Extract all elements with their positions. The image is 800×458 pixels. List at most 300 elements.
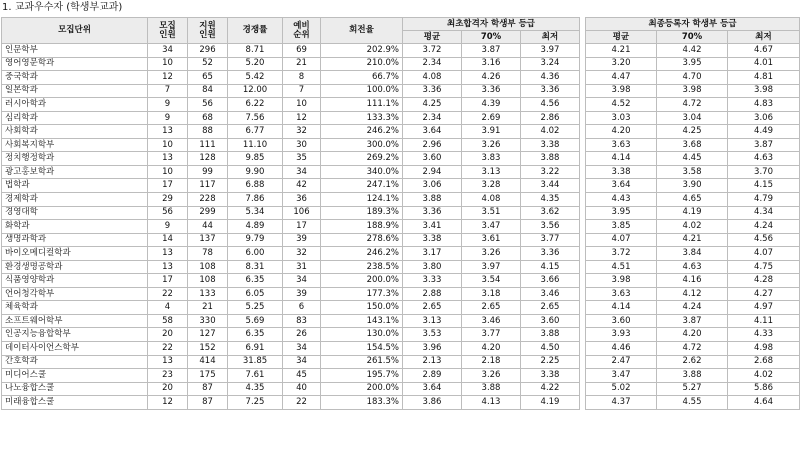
competition-cell: 6.00: [228, 247, 283, 261]
applicants-cell: 87: [188, 382, 228, 396]
table-row: [2, 71, 800, 85]
dept-cell: 바이오메디컬학과: [2, 247, 148, 261]
first-low-cell: 2.65: [521, 301, 580, 315]
waitlist-cell: 12: [283, 111, 321, 125]
first-70-cell: 3.46: [462, 314, 521, 328]
final-low-cell: 3.98: [728, 84, 800, 98]
fill-rate-cell: 261.5%: [321, 355, 403, 369]
final-low-cell: 3.87: [728, 138, 800, 152]
dept-cell: 나노융합스쿨: [2, 382, 148, 396]
first-avg-cell: 3.88: [403, 193, 462, 207]
waitlist-cell: 7: [283, 84, 321, 98]
first-low-cell: 2.86: [521, 111, 580, 125]
final-low-cell: 4.67: [728, 44, 800, 58]
table-row: [2, 111, 800, 125]
final-avg-cell: 3.47: [586, 369, 657, 383]
quota-cell: 13: [148, 152, 188, 166]
final-low-cell: 4.79: [728, 193, 800, 207]
dept-cell: 언어청각학부: [2, 287, 148, 301]
first-low-cell: 3.38: [521, 369, 580, 383]
waitlist-cell: 42: [283, 179, 321, 193]
first-70-cell: 4.20: [462, 342, 521, 356]
table-row: [2, 193, 800, 207]
first-70-cell: 3.13: [462, 165, 521, 179]
header-first-avg: 평균: [403, 31, 462, 44]
applicants-cell: 299: [188, 206, 228, 220]
waitlist-cell: 6: [283, 301, 321, 315]
first-low-cell: 3.38: [521, 138, 580, 152]
table-row: [2, 125, 800, 139]
first-avg-cell: 3.41: [403, 220, 462, 234]
dept-cell: 경영대학: [2, 206, 148, 220]
first-70-cell: 4.13: [462, 396, 521, 410]
fill-rate-cell: 269.2%: [321, 152, 403, 166]
competition-cell: 5.69: [228, 314, 283, 328]
fill-rate-cell: 202.9%: [321, 44, 403, 58]
first-low-cell: 3.46: [521, 287, 580, 301]
waitlist-cell: 34: [283, 355, 321, 369]
final-low-cell: 4.81: [728, 71, 800, 85]
header-final-70: 70%: [657, 31, 728, 44]
quota-cell: 13: [148, 125, 188, 139]
competition-cell: 5.20: [228, 57, 283, 71]
dept-cell: 심리학과: [2, 111, 148, 125]
final-70-cell: 5.27: [657, 382, 728, 396]
dept-cell: 생명과학과: [2, 233, 148, 247]
fill-rate-cell: 340.0%: [321, 165, 403, 179]
quota-cell: 13: [148, 355, 188, 369]
final-low-cell: 4.63: [728, 152, 800, 166]
first-low-cell: 4.02: [521, 125, 580, 139]
first-low-cell: 3.60: [521, 314, 580, 328]
applicants-cell: 127: [188, 328, 228, 342]
quota-cell: 9: [148, 220, 188, 234]
applicants-cell: 175: [188, 369, 228, 383]
competition-cell: 5.34: [228, 206, 283, 220]
final-low-cell: 4.64: [728, 396, 800, 410]
competition-cell: 5.42: [228, 71, 283, 85]
competition-cell: 6.35: [228, 274, 283, 288]
final-avg-cell: 4.43: [586, 193, 657, 207]
dept-cell: 소프트웨어학부: [2, 314, 148, 328]
header-first-low: 최저: [521, 31, 580, 44]
competition-cell: 6.35: [228, 328, 283, 342]
first-avg-cell: 4.25: [403, 98, 462, 112]
table-row: [2, 152, 800, 166]
quota-cell: 20: [148, 328, 188, 342]
final-70-cell: 4.45: [657, 152, 728, 166]
header-applicants-line1: 지원: [199, 20, 216, 31]
waitlist-cell: 17: [283, 220, 321, 234]
first-avg-cell: 3.38: [403, 233, 462, 247]
waitlist-cell: 31: [283, 260, 321, 274]
fill-rate-cell: 210.0%: [321, 57, 403, 71]
waitlist-cell: 32: [283, 125, 321, 139]
first-avg-cell: 2.34: [403, 57, 462, 71]
fill-rate-cell: 238.5%: [321, 260, 403, 274]
first-avg-cell: 3.13: [403, 314, 462, 328]
first-low-cell: 4.56: [521, 98, 580, 112]
waitlist-cell: 45: [283, 369, 321, 383]
first-low-cell: 4.22: [521, 382, 580, 396]
applicants-cell: 152: [188, 342, 228, 356]
first-avg-cell: 2.88: [403, 287, 462, 301]
first-avg-cell: 2.65: [403, 301, 462, 315]
final-avg-cell: 3.93: [586, 328, 657, 342]
final-low-cell: 4.97: [728, 301, 800, 315]
fill-rate-cell: 124.1%: [321, 193, 403, 207]
competition-cell: 7.86: [228, 193, 283, 207]
waitlist-cell: 39: [283, 233, 321, 247]
fill-rate-cell: 150.0%: [321, 301, 403, 315]
dept-cell: 영어영문학과: [2, 57, 148, 71]
first-70-cell: 3.26: [462, 247, 521, 261]
first-70-cell: 3.18: [462, 287, 521, 301]
header-quota-line1: 모집: [159, 20, 176, 31]
quota-cell: 13: [148, 247, 188, 261]
final-avg-cell: 3.63: [586, 138, 657, 152]
first-70-cell: 3.28: [462, 179, 521, 193]
dept-cell: 데이터사이언스학부: [2, 342, 148, 356]
final-low-cell: 4.27: [728, 287, 800, 301]
first-low-cell: 4.19: [521, 396, 580, 410]
table-row: [2, 179, 800, 193]
dept-cell: 인공지능융합학부: [2, 328, 148, 342]
final-avg-cell: 4.37: [586, 396, 657, 410]
first-avg-cell: 3.60: [403, 152, 462, 166]
dept-cell: 간호학과: [2, 355, 148, 369]
final-low-cell: 4.75: [728, 260, 800, 274]
final-low-cell: 4.24: [728, 220, 800, 234]
first-avg-cell: 3.64: [403, 125, 462, 139]
final-low-cell: 4.34: [728, 206, 800, 220]
header-applicants-line2: 인원: [199, 29, 216, 40]
final-70-cell: 3.88: [657, 369, 728, 383]
competition-cell: 7.25: [228, 396, 283, 410]
waitlist-cell: 21: [283, 57, 321, 71]
applicants-cell: 414: [188, 355, 228, 369]
first-70-cell: 3.26: [462, 369, 521, 383]
fill-rate-cell: 133.3%: [321, 111, 403, 125]
final-70-cell: 3.90: [657, 179, 728, 193]
applicants-cell: 78: [188, 247, 228, 261]
first-avg-cell: 3.53: [403, 328, 462, 342]
final-70-cell: 3.58: [657, 165, 728, 179]
competition-cell: 7.61: [228, 369, 283, 383]
applicants-cell: 84: [188, 84, 228, 98]
quota-cell: 20: [148, 382, 188, 396]
final-70-cell: 4.63: [657, 260, 728, 274]
final-low-cell: 4.15: [728, 179, 800, 193]
competition-cell: 9.90: [228, 165, 283, 179]
quota-cell: 17: [148, 274, 188, 288]
first-70-cell: 4.39: [462, 98, 521, 112]
first-avg-cell: 3.17: [403, 247, 462, 261]
final-low-cell: 4.98: [728, 342, 800, 356]
competition-cell: 11.10: [228, 138, 283, 152]
dept-cell: 식품영양학과: [2, 274, 148, 288]
fill-rate-cell: 246.2%: [321, 125, 403, 139]
table-row: [2, 165, 800, 179]
fill-rate-cell: 278.6%: [321, 233, 403, 247]
quota-cell: 23: [148, 369, 188, 383]
final-70-cell: 2.62: [657, 355, 728, 369]
quota-cell: 29: [148, 193, 188, 207]
final-avg-cell: 5.02: [586, 382, 657, 396]
first-avg-cell: 2.13: [403, 355, 462, 369]
table-body: [2, 44, 800, 410]
first-low-cell: 3.36: [521, 84, 580, 98]
first-70-cell: 3.61: [462, 233, 521, 247]
first-avg-cell: 3.96: [403, 342, 462, 356]
competition-cell: 6.22: [228, 98, 283, 112]
competition-cell: 6.77: [228, 125, 283, 139]
header-final-avg: 평균: [586, 31, 657, 44]
final-70-cell: 4.72: [657, 342, 728, 356]
quota-cell: 9: [148, 98, 188, 112]
dept-cell: 사회복지학부: [2, 138, 148, 152]
first-avg-cell: 3.06: [403, 179, 462, 193]
first-low-cell: 4.35: [521, 193, 580, 207]
final-avg-cell: 4.51: [586, 260, 657, 274]
first-low-cell: 3.97: [521, 44, 580, 58]
dept-cell: 중국학과: [2, 71, 148, 85]
table-row: [2, 396, 800, 410]
first-low-cell: 4.50: [521, 342, 580, 356]
applicants-cell: 108: [188, 274, 228, 288]
quota-cell: 13: [148, 260, 188, 274]
final-low-cell: 4.56: [728, 233, 800, 247]
competition-cell: 9.79: [228, 233, 283, 247]
header-dept: 모집단위: [2, 18, 148, 44]
final-70-cell: 4.02: [657, 220, 728, 234]
first-avg-cell: 3.36: [403, 206, 462, 220]
final-70-cell: 3.87: [657, 314, 728, 328]
table-row: [2, 314, 800, 328]
first-70-cell: 2.18: [462, 355, 521, 369]
first-avg-cell: 2.89: [403, 369, 462, 383]
fill-rate-cell: 195.7%: [321, 369, 403, 383]
first-low-cell: 3.88: [521, 152, 580, 166]
final-avg-cell: 2.47: [586, 355, 657, 369]
first-70-cell: 3.16: [462, 57, 521, 71]
first-70-cell: 3.91: [462, 125, 521, 139]
fill-rate-cell: 200.0%: [321, 274, 403, 288]
final-avg-cell: 4.14: [586, 152, 657, 166]
header-applicants: [188, 18, 228, 44]
first-low-cell: 3.66: [521, 274, 580, 288]
waitlist-cell: 10: [283, 98, 321, 112]
final-70-cell: 4.16: [657, 274, 728, 288]
dept-cell: 미래융합스쿨: [2, 396, 148, 410]
competition-cell: 6.91: [228, 342, 283, 356]
table-row: [2, 369, 800, 383]
table-row: [2, 274, 800, 288]
dept-cell: 광고홍보학과: [2, 165, 148, 179]
first-70-cell: 3.54: [462, 274, 521, 288]
first-avg-cell: 2.34: [403, 111, 462, 125]
first-avg-cell: 2.94: [403, 165, 462, 179]
final-low-cell: 2.68: [728, 355, 800, 369]
table-row: [2, 206, 800, 220]
header-quota: [148, 18, 188, 44]
final-avg-cell: 4.52: [586, 98, 657, 112]
first-low-cell: 2.25: [521, 355, 580, 369]
final-avg-cell: 3.64: [586, 179, 657, 193]
table-row: [2, 287, 800, 301]
quota-cell: 10: [148, 57, 188, 71]
applicants-cell: 68: [188, 111, 228, 125]
fill-rate-cell: 189.3%: [321, 206, 403, 220]
table-row: [2, 301, 800, 315]
quota-cell: 22: [148, 287, 188, 301]
applicants-cell: 133: [188, 287, 228, 301]
final-avg-cell: 4.21: [586, 44, 657, 58]
first-avg-cell: 2.96: [403, 138, 462, 152]
first-avg-cell: 3.72: [403, 44, 462, 58]
final-70-cell: 3.04: [657, 111, 728, 125]
first-70-cell: 2.65: [462, 301, 521, 315]
first-low-cell: 3.62: [521, 206, 580, 220]
applicants-cell: 21: [188, 301, 228, 315]
applicants-cell: 228: [188, 193, 228, 207]
first-70-cell: 3.47: [462, 220, 521, 234]
final-avg-cell: 4.07: [586, 233, 657, 247]
applicants-cell: 65: [188, 71, 228, 85]
applicants-cell: 117: [188, 179, 228, 193]
first-70-cell: 3.88: [462, 382, 521, 396]
quota-cell: 10: [148, 138, 188, 152]
final-low-cell: 4.33: [728, 328, 800, 342]
dept-cell: 사회학과: [2, 125, 148, 139]
dept-cell: 경제학과: [2, 193, 148, 207]
final-avg-cell: 3.72: [586, 247, 657, 261]
final-70-cell: 4.70: [657, 71, 728, 85]
final-70-cell: 3.68: [657, 138, 728, 152]
table-row: [2, 328, 800, 342]
competition-cell: 4.35: [228, 382, 283, 396]
dept-cell: 법학과: [2, 179, 148, 193]
quota-cell: 22: [148, 342, 188, 356]
applicants-cell: 56: [188, 98, 228, 112]
waitlist-cell: 39: [283, 287, 321, 301]
quota-cell: 12: [148, 396, 188, 410]
first-avg-cell: 4.08: [403, 71, 462, 85]
dept-cell: 체육학과: [2, 301, 148, 315]
header-first-group: 최초합격자 학생부 등급: [403, 18, 580, 31]
fill-rate-cell: 246.2%: [321, 247, 403, 261]
applicants-cell: 137: [188, 233, 228, 247]
final-avg-cell: 3.85: [586, 220, 657, 234]
applicants-cell: 88: [188, 125, 228, 139]
final-70-cell: 4.21: [657, 233, 728, 247]
final-70-cell: 4.72: [657, 98, 728, 112]
admission-results-table: [1, 17, 800, 410]
quota-cell: 34: [148, 44, 188, 58]
final-70-cell: 4.20: [657, 328, 728, 342]
quota-cell: 9: [148, 111, 188, 125]
first-70-cell: 3.77: [462, 328, 521, 342]
final-avg-cell: 4.46: [586, 342, 657, 356]
table-row: [2, 342, 800, 356]
first-70-cell: 4.26: [462, 71, 521, 85]
final-low-cell: 4.02: [728, 369, 800, 383]
final-low-cell: 4.49: [728, 125, 800, 139]
dept-cell: 환경생명공학과: [2, 260, 148, 274]
final-70-cell: 4.55: [657, 396, 728, 410]
first-low-cell: 4.15: [521, 260, 580, 274]
final-avg-cell: 3.98: [586, 84, 657, 98]
waitlist-cell: 8: [283, 71, 321, 85]
table-row: [2, 138, 800, 152]
fill-rate-cell: 130.0%: [321, 328, 403, 342]
first-low-cell: 3.56: [521, 220, 580, 234]
competition-cell: 9.85: [228, 152, 283, 166]
table-row: [2, 382, 800, 396]
fill-rate-cell: 300.0%: [321, 138, 403, 152]
fill-rate-cell: 183.3%: [321, 396, 403, 410]
table-row: [2, 84, 800, 98]
first-avg-cell: 3.33: [403, 274, 462, 288]
waitlist-cell: 34: [283, 342, 321, 356]
final-low-cell: 4.07: [728, 247, 800, 261]
final-70-cell: 4.24: [657, 301, 728, 315]
dept-cell: 화학과: [2, 220, 148, 234]
waitlist-cell: 34: [283, 274, 321, 288]
quota-cell: 10: [148, 165, 188, 179]
waitlist-cell: 30: [283, 138, 321, 152]
final-low-cell: 4.83: [728, 98, 800, 112]
applicants-cell: 52: [188, 57, 228, 71]
applicants-cell: 108: [188, 260, 228, 274]
final-avg-cell: 4.14: [586, 301, 657, 315]
competition-cell: 7.56: [228, 111, 283, 125]
final-70-cell: 4.65: [657, 193, 728, 207]
first-70-cell: 3.26: [462, 138, 521, 152]
final-avg-cell: 4.47: [586, 71, 657, 85]
competition-cell: 8.31: [228, 260, 283, 274]
final-low-cell: 4.01: [728, 57, 800, 71]
applicants-cell: 296: [188, 44, 228, 58]
dept-cell: 인문학부: [2, 44, 148, 58]
first-low-cell: 3.22: [521, 165, 580, 179]
waitlist-cell: 34: [283, 165, 321, 179]
dept-cell: 정치행정학과: [2, 152, 148, 166]
competition-cell: 5.25: [228, 301, 283, 315]
first-avg-cell: 3.64: [403, 382, 462, 396]
first-low-cell: 3.77: [521, 233, 580, 247]
first-70-cell: 3.83: [462, 152, 521, 166]
fill-rate-cell: 66.7%: [321, 71, 403, 85]
fill-rate-cell: 188.9%: [321, 220, 403, 234]
final-low-cell: 3.70: [728, 165, 800, 179]
competition-cell: 4.89: [228, 220, 283, 234]
quota-cell: 4: [148, 301, 188, 315]
quota-cell: 7: [148, 84, 188, 98]
competition-cell: 12.00: [228, 84, 283, 98]
header-quota-line2: 인원: [159, 29, 176, 40]
applicants-cell: 87: [188, 396, 228, 410]
first-avg-cell: 3.80: [403, 260, 462, 274]
competition-cell: 6.05: [228, 287, 283, 301]
header-row-top: [2, 18, 800, 31]
final-avg-cell: 3.63: [586, 287, 657, 301]
waitlist-cell: 22: [283, 396, 321, 410]
dept-cell: 러시아학과: [2, 98, 148, 112]
waitlist-cell: 106: [283, 206, 321, 220]
final-low-cell: 4.11: [728, 314, 800, 328]
quota-cell: 17: [148, 179, 188, 193]
